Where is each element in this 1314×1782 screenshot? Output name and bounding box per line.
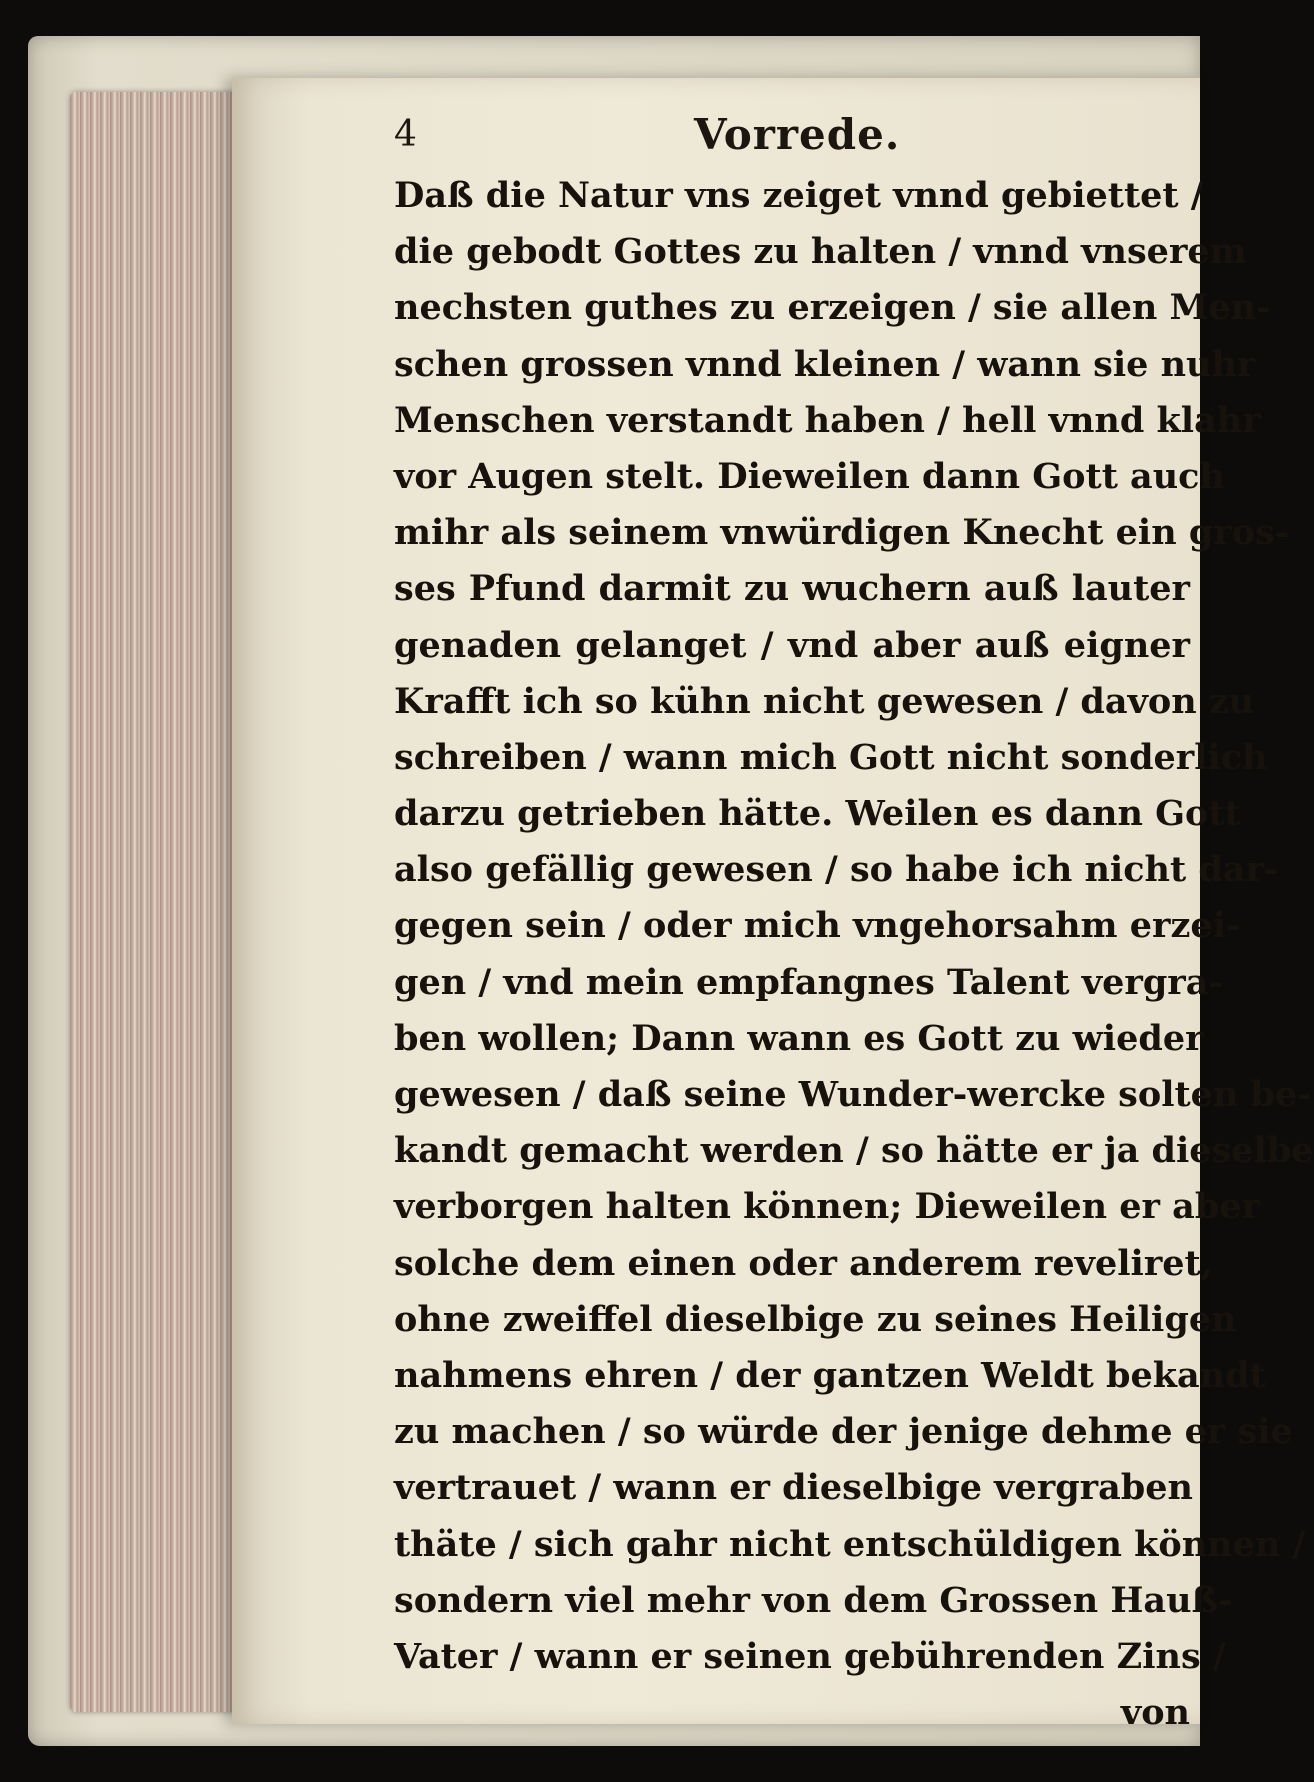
text-line: schreiben / wann mich Gott nicht sonderlich <box>394 736 1268 778</box>
page-number: 4 <box>394 114 417 155</box>
text-line: gewesen / daß seine Wunder-wercke solten be- <box>394 1074 1312 1115</box>
text-line: vor Augen stelt. Dieweilen dann Gott auch <box>394 455 1225 497</box>
text-line: Krafft ich so kühn nicht gewesen / davon zu <box>394 680 1255 722</box>
text-line: genaden gelanget / vnd aber auß eigner <box>394 624 1190 666</box>
text-line: thäte / sich gahr nicht entschüldigen können / <box>394 1523 1306 1565</box>
text-line: Daß die Natur vns zeiget vnnd gebiettet / <box>394 175 1204 216</box>
text-line: darzu getrieben hätte. Weilen es dann Gott <box>394 793 1241 835</box>
text-line: die gebodt Gottes zu halten / vnnd vnserem <box>394 231 1247 273</box>
text-line: verborgen halten können; Dieweilen er aber <box>394 1186 1261 1228</box>
text-line: mihr als seinem vnwürdigen Knecht ein gros- <box>394 512 1290 554</box>
text-line: ben wollen; Dann wann es Gott zu wieder <box>394 1017 1204 1059</box>
text-line: ses Pfund darmit zu wuchern auß lauter <box>394 568 1190 610</box>
text-line: ohne zweiffel dieselbige zu seines Heiligen <box>394 1298 1237 1340</box>
page-edges <box>70 92 250 1712</box>
text-line: schen grossen vnnd kleinen / wann sie nuhr <box>394 343 1256 385</box>
catchword: von <box>1120 1692 1190 1734</box>
text-line: nechsten guthes zu erzeigen / sie allen Men- <box>394 287 1271 329</box>
running-head: Vorrede. <box>694 110 901 159</box>
text-line: also gefällig gewesen / so habe ich nicht dar- <box>394 849 1279 891</box>
text-line: zu machen / so würde der jenige dehme er sie <box>394 1411 1293 1453</box>
body-text <box>394 168 1314 1741</box>
text-line: gen / vnd mein empfangnes Talent vergra- <box>394 961 1223 1003</box>
page-header <box>394 110 1194 162</box>
text-line: nahmens ehren / der gantzen Weldt bekandt <box>394 1354 1266 1396</box>
text-line: sondern viel mehr von dem Grossen Hauß- <box>394 1579 1233 1621</box>
text-line: solche dem einen oder anderem reveliret, <box>394 1242 1213 1284</box>
text-line: vertrauet / wann er dieselbige vergraben <box>394 1467 1193 1509</box>
text-line: gegen sein / oder mich vngehorsahm erzei- <box>394 905 1241 947</box>
text-line: Vater / wann er seinen gebührenden Zins / <box>394 1635 1226 1677</box>
text-line: kandt gemacht werden / so hätte er ja dieselbe <box>394 1130 1314 1172</box>
text-line: Menschen verstandt haben / hell vnnd klahr <box>394 399 1261 441</box>
